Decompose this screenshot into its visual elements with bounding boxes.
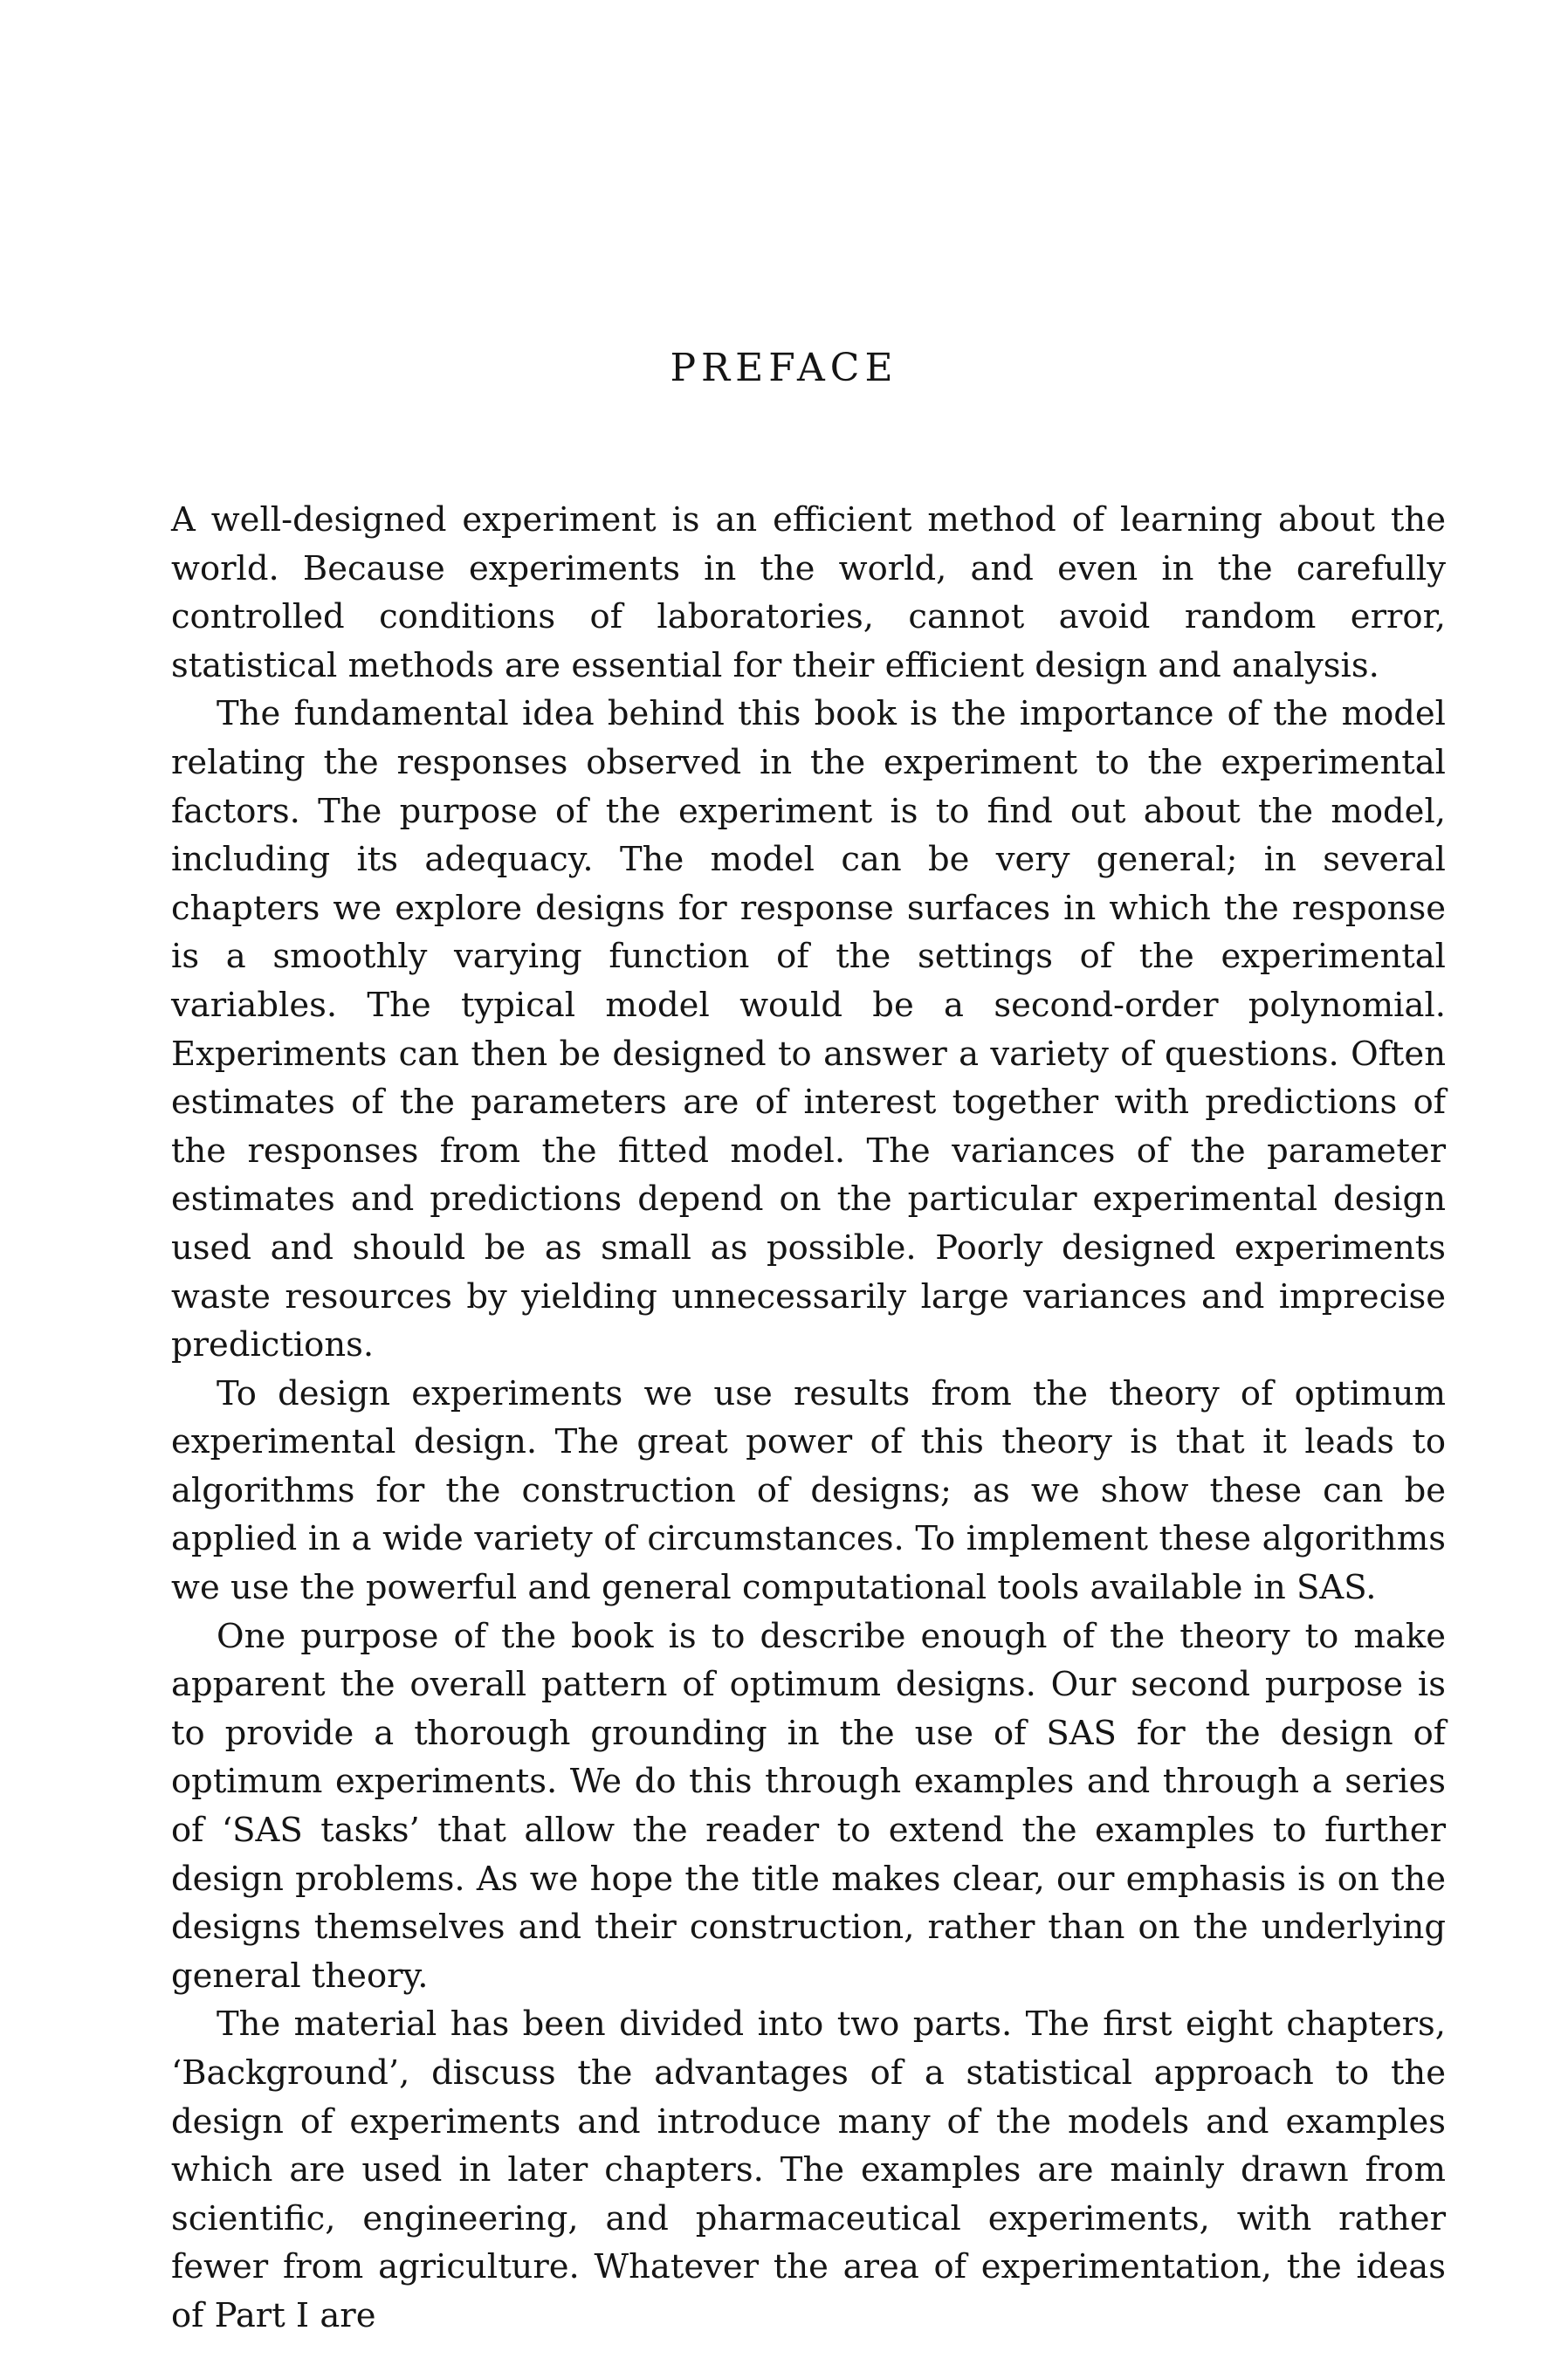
preface-body	[171, 496, 1446, 2341]
paragraph: One purpose of the book is to describe enough of the theory to make apparent the overall pattern of optimum designs. Our second purpose is to provide a thorough grounding in the use of SAS for the design of optimum experiments. We do this through examples and through a series of ‘SAS tasks’ that allow the reader to extend the examples to further design problems. As we hope the title makes clear, our emphasis is on the designs themselves and their construction, rather than on the underlying general theory.	[171, 1616, 1446, 1996]
paragraph: The fundamental idea behind this book is the importance of the model relating the responses observed in the experiment to the experimental factors. The purpose of the experiment is to find out about the model, including its adequacy. The model can be very general; in several chapters we explore designs for response surfaces in which the response is a smoothly varying function of the settings of the experimental variables. The typical model would be a second-order polynomial. Experiments can then be designed to answer a variety of questions. Often estimates of the parameters are of interest together with predictions of the responses from the fitted model. The variances of the parameter estimates and predictions depend on the particular experimental design used and should be as small as possible. Poorly designed experiments waste resources by yielding unnecessarily large variances and imprecise predictions.	[171, 694, 1446, 1365]
page-title: PREFACE	[670, 346, 898, 390]
paragraph: A well-designed experiment is an efficient method of learning about the world. Because experiments in the world, and even in the carefully controlled conditions of laboratories, cannot avoid random error, statistical methods are essential for their efficient design and analysis.	[171, 500, 1446, 685]
paragraph: To design experiments we use results from the theory of optimum experimental design. The great power of this theory is that it leads to algorithms for the construction of designs; as we show these can be applied in a wide variety of circumstances. To implement these algorithms we use the powerful and general computational tools available in SAS.	[171, 1373, 1446, 1608]
paragraph: The material has been divided into two parts. The first eight chapters, ‘Background’, discuss the advantages of a statistical approach to the design of experiments and introduce many of the models and examples which are used in later chapters. The examples are mainly drawn from scientific, engineering, and pharmaceutical experiments, with rather fewer from agriculture. Whatever the area of experimentation, the ideas of Part I are	[171, 2004, 1446, 2335]
